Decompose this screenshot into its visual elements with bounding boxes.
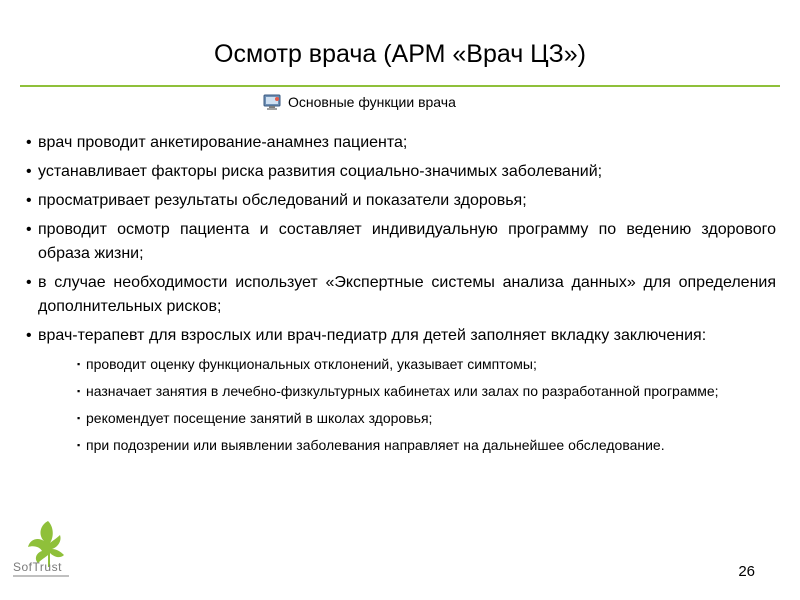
doctor-workstation-icon	[262, 92, 282, 112]
sub-list-item: ▪ назначает занятия в лечебно-физкультурных кабинетах или залах по разработанной программе;	[78, 380, 776, 402]
list-item: • в случае необходимости использует «Экспертные системы анализа данных» для определения дополнительных рисков;	[26, 271, 776, 319]
content-list	[26, 131, 776, 461]
logo-underline	[13, 575, 69, 577]
list-item: • врач-терапевт для взрослых или врач-педиатр для детей заполняет вкладку заключения:	[26, 324, 776, 348]
sub-list-item: ▪ при подозрении или выявлении заболевания направляет на дальнейшее обследование.	[78, 434, 776, 456]
list-item: • проводит осмотр пациента и составляет индивидуальную программу по ведению здорового образа жизни;	[26, 218, 776, 266]
page-number: 26	[738, 563, 755, 580]
logo-text: SofTrust	[13, 560, 62, 574]
list-item: • просматривает результаты обследований и показатели здоровья;	[26, 189, 776, 213]
sub-list-item: ▪ рекомендует посещение занятий в школах здоровья;	[78, 407, 776, 429]
list-item: • врач проводит анкетирование-анамнез пациента;	[26, 131, 776, 155]
title-divider	[20, 85, 780, 87]
subtitle-text: Основные функции врача	[288, 94, 456, 110]
slide-title: Осмотр врача (АРМ «Врач ЦЗ»)	[214, 40, 586, 68]
list-item: • устанавливает факторы риска развития социально-значимых заболеваний;	[26, 160, 776, 184]
subtitle	[262, 92, 456, 112]
sub-list-item: ▪ проводит оценку функциональных отклонений, указывает симптомы;	[78, 353, 776, 375]
